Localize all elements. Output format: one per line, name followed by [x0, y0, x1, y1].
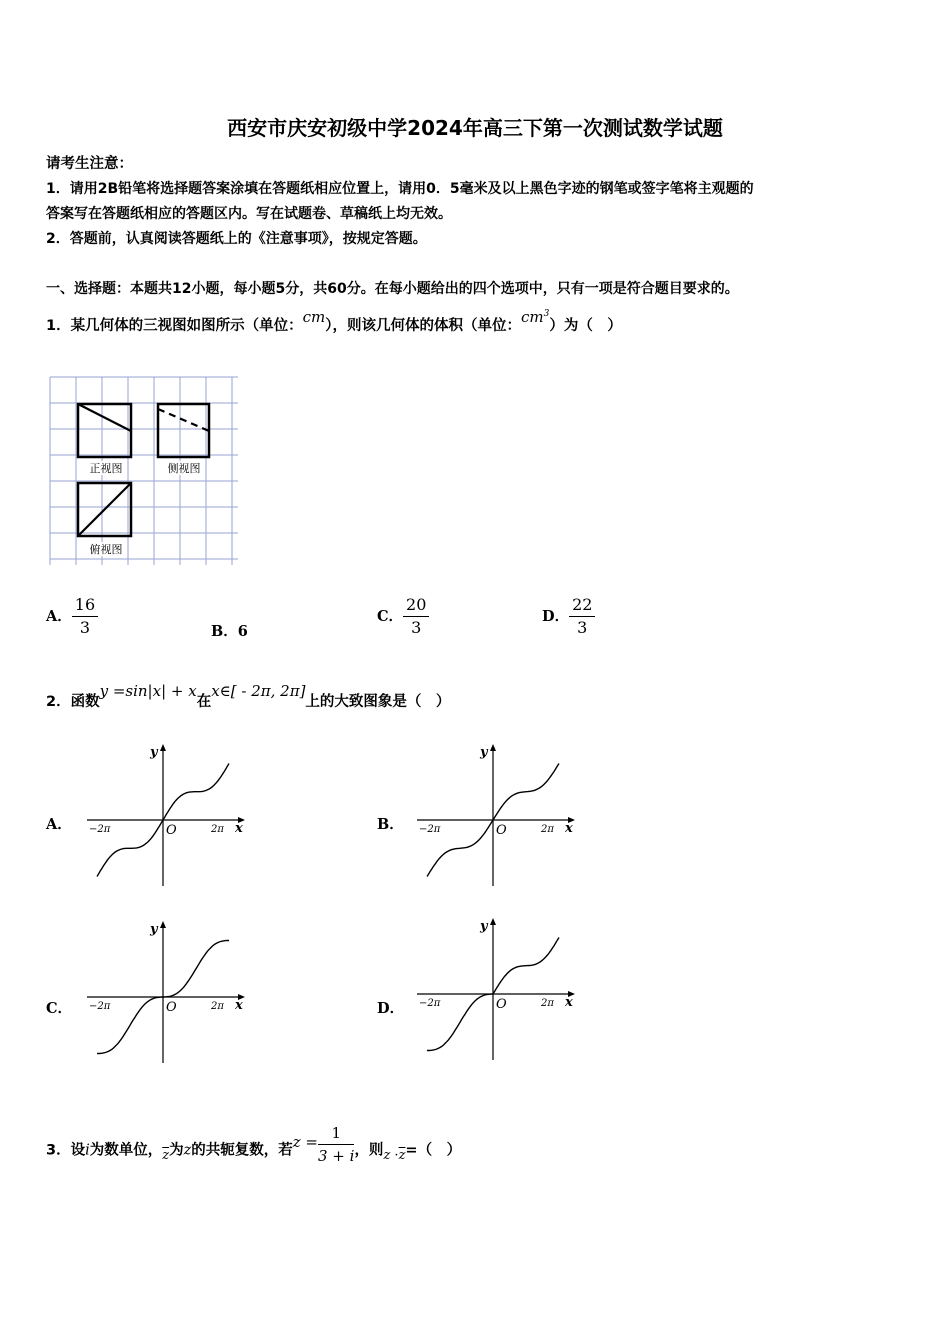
tick-label-2pi: 2π [541, 824, 554, 835]
top-view-label: 俯视图 [89, 543, 123, 556]
equation-lhs: z = [292, 1132, 318, 1151]
imaginary-unit: i [85, 1142, 90, 1159]
fraction-numerator: 1 [318, 1122, 354, 1145]
notice-line-3: 2．答题前，认真阅读答题纸上的《注意事项》，按规定答题。 [46, 231, 427, 247]
origin-label: O [166, 1000, 177, 1015]
q2-option-b-label[interactable]: B． [377, 816, 404, 833]
q1-a-numerator: 16 [72, 594, 98, 617]
question-1-text-pre: 1．某几何体的三视图如图所示（单位： [46, 318, 303, 334]
question-1-stem [46, 308, 622, 335]
tick-label-2pi: 2π [211, 1001, 224, 1012]
z-variable: z [183, 1142, 192, 1159]
function-expression: y =sin|x| + x [99, 682, 197, 700]
graph-option-b[interactable] [405, 738, 585, 888]
tick-label-neg-2pi: −2π [419, 824, 441, 835]
origin-label: O [496, 823, 507, 838]
notice-heading: 请考生注意： [46, 156, 133, 172]
product-conjugate: $\overline{z}$ [398, 1147, 406, 1163]
q1-c-denominator: 3 [411, 618, 422, 637]
tick-label-neg-2pi: −2π [89, 1001, 111, 1012]
q1-a-denominator: 3 [79, 618, 91, 637]
tick-label-neg-2pi: −2π [89, 824, 111, 835]
tick-label-2pi: 2π [211, 824, 224, 835]
fraction-denominator: 3 + i [317, 1147, 355, 1165]
domain-expression: x∈[ - 2π, 2π] [211, 682, 306, 700]
side-view [158, 404, 209, 475]
question-2-text-mid: 在 [196, 694, 212, 710]
y-axis-arrow [160, 744, 166, 751]
q1-d-numerator: 22 [569, 594, 595, 617]
unit-cm: cm [302, 308, 326, 326]
origin-label: O [166, 823, 177, 838]
q1-b-value: 6 [237, 623, 248, 640]
notice-line-2: 答案写在答题纸相应的答题区内。写在试题卷、草稿纸上均无效。 [46, 206, 452, 222]
tick-label-neg-2pi: −2π [419, 998, 441, 1009]
x-axis-label: x [235, 821, 243, 836]
question-2-text-post: 上的大致图象是（ ） [305, 694, 451, 710]
question-3-text-pre: 3．设 [46, 1142, 86, 1159]
question-2-text-pre: 2．函数 [46, 694, 100, 710]
unit-cm3: $cm^3$ [520, 308, 550, 326]
question-1-text-mid: ），则该几何体的体积（单位： [325, 318, 521, 334]
y-axis-label: y [150, 922, 158, 937]
q1-option-c[interactable]: C． $\frac{20}{3}$ [377, 594, 429, 639]
y-axis-label: y [480, 919, 488, 934]
section-heading: 一、选择题：本题共12小题，每小题5分，共60分。在每小题给出的四个选项中，只有一项是符合题目要求的。 [46, 281, 739, 297]
x-axis-label: x [565, 821, 573, 836]
x-axis-label: x [565, 995, 573, 1010]
tick-label-2pi: 2π [541, 998, 554, 1009]
three-view-figure [46, 373, 242, 569]
y-axis-arrow [490, 744, 496, 751]
y-axis-arrow [490, 918, 496, 925]
q2-option-a-label[interactable]: A． [46, 816, 72, 833]
graph-option-a[interactable] [75, 738, 255, 888]
q1-c-numerator: 20 [403, 594, 429, 617]
q1-option-a[interactable]: A． $\frac{16}{3}$ [46, 594, 98, 639]
q2-option-d-label[interactable]: D． [377, 1000, 405, 1017]
z-conjugate: $\overline{z}$ [162, 1147, 170, 1163]
question-3-stem: 3．设i为数单位，$\overline{z}$为z的共轭复数，若z = $\frac{1}{3 + i}$ ，则$z \cdot\overline{z}=$（ ） [46, 1124, 462, 1165]
y-axis-label: y [480, 745, 488, 760]
q1-option-b[interactable]: B．6 [211, 623, 248, 640]
graph-option-c[interactable] [75, 915, 255, 1065]
graph-option-d[interactable] [405, 912, 585, 1062]
side-view-label: 侧视图 [167, 462, 201, 475]
origin-label: O [496, 997, 507, 1012]
y-axis-label: y [150, 745, 158, 760]
q2-option-c-label[interactable]: C． [46, 1000, 73, 1017]
x-axis-label: x [235, 998, 243, 1013]
front-view [78, 404, 131, 475]
y-axis-arrow [160, 921, 166, 928]
top-view [78, 483, 131, 556]
q1-d-denominator: 3 [577, 618, 588, 637]
q1-option-d[interactable]: D． $\frac{22}{3}$ [542, 594, 595, 639]
notice-line-1: 1．请用2B铅笔将选择题答案涂填在答题纸相应位置上，请用0．5毫米及以上黑色字迹的钢笔或签字笔将主观题的 [46, 181, 754, 197]
product-expression: z · [383, 1147, 399, 1163]
front-view-label: 正视图 [89, 462, 123, 475]
page-title: 西安市庆安初级中学2024年高三下第一次测试数学试题 [227, 116, 723, 140]
question-2-stem [46, 682, 451, 711]
question-1-text-post: ）为（ ） [549, 318, 622, 334]
